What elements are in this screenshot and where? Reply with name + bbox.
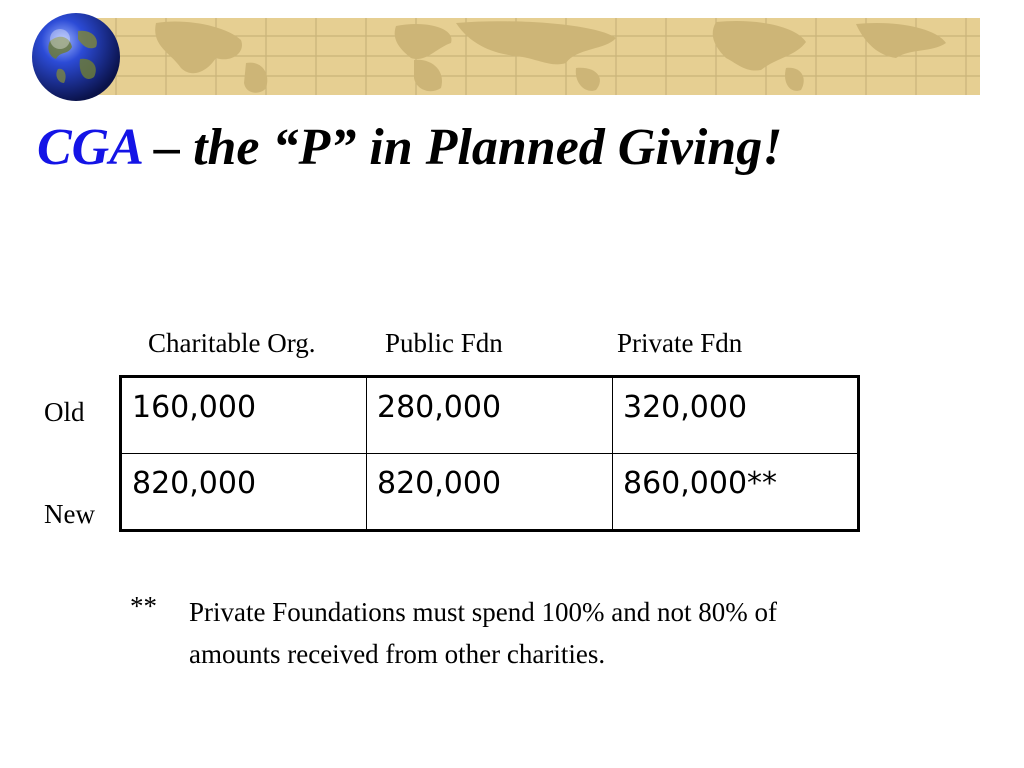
- table-cell: 280,000: [367, 377, 613, 454]
- table-cell: 820,000: [121, 454, 367, 531]
- table-cell: 820,000: [367, 454, 613, 531]
- slide-title: [37, 118, 782, 177]
- world-map-banner-icon: [96, 18, 980, 95]
- table-row: [121, 454, 859, 531]
- table-cell: 320,000: [613, 377, 859, 454]
- column-header-public-fdn: Public Fdn: [385, 328, 503, 358]
- globe-icon: [30, 11, 122, 103]
- column-header-private-fdn: Private Fdn: [617, 328, 743, 358]
- footnote-text: Private Foundations must spend 100% and not 80% of amounts received from other charities.: [189, 597, 777, 669]
- footnote-marker: **: [130, 591, 157, 621]
- table-row: [121, 377, 859, 454]
- title-acronym: CGA: [37, 119, 142, 176]
- column-header-charitable-org: Charitable Org.: [148, 328, 316, 358]
- row-header-old: Old: [44, 397, 85, 427]
- row-header-new: New: [44, 499, 95, 529]
- title-rest: – the “P” in Planned Giving!: [141, 119, 783, 176]
- table-cell: 160,000: [121, 377, 367, 454]
- data-table: [119, 375, 860, 532]
- table-cell: 860,000**: [613, 454, 859, 531]
